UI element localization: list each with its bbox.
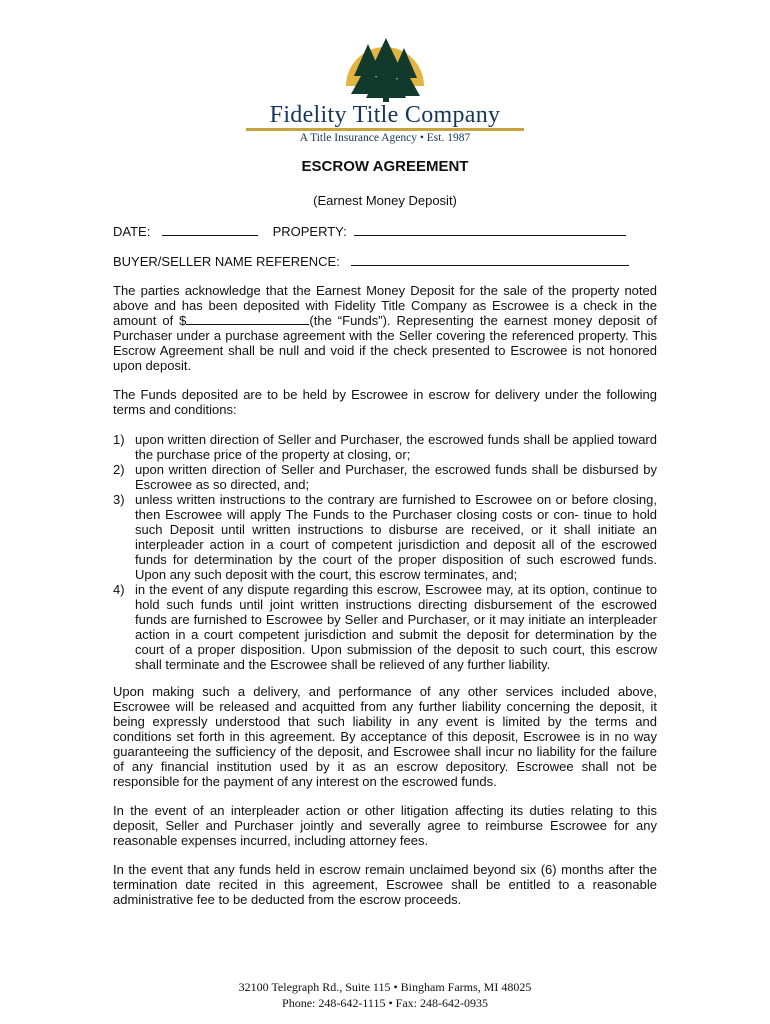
- logo-tagline: A Title Insurance Agency • Est. 1987: [299, 132, 471, 144]
- paragraph-unclaimed-funds: In the event that any funds held in escrow remain unclaimed beyond six (6) months after the termination date recited in this agreement, Escrowee shall be entitled to a reasonable administrative fee to be deducted from the escrow proceeds.: [113, 862, 657, 907]
- date-field[interactable]: [162, 224, 258, 236]
- term-text: unless written instructions to the contrary are furnished to Escrowee on or before closing, then Escrowee will apply The Funds to the Purchaser closing costs or con- tinue to hold such Deposit until written instructions to disburse are received, or it shall initiate an interpleader action in a court of competent jurisdiction and deposit all of the escrowed funds for determination by the court of the proper disposition of such escrowed funds. Upon any such deposit with the court, this escrow terminates, and;: [135, 492, 657, 582]
- term-number: 1): [113, 432, 125, 447]
- list-item: [113, 582, 657, 672]
- list-item: [113, 462, 657, 492]
- logo-divider: [246, 128, 524, 131]
- list-item: [113, 432, 657, 462]
- tree-sun-logo-icon: [342, 36, 428, 102]
- paragraph-acknowledgement-part1: The parties acknowledge that the Earnest Money Deposit for the sale of the property noted above and has been deposited with Fidelity Title Company as Escrowee is a check in the amount of $: [113, 283, 657, 328]
- date-label: DATE:: [113, 224, 151, 239]
- property-label: PROPERTY:: [272, 224, 347, 239]
- paragraph-interpleader: In the event of an interpleader action or other litigation affecting its duties relating to this deposit, Seller and Purchaser jointly and severally agree to reimburse Escrowee for any reasonable expenses incurred, including attorney fees.: [113, 803, 657, 848]
- footer-address: 32100 Telegraph Rd., Suite 115 • Bingham Farms, MI 48025: [238, 980, 532, 994]
- funds-amount-field[interactable]: [186, 314, 309, 325]
- term-number: 3): [113, 492, 125, 507]
- date-property-row: [113, 224, 626, 239]
- list-item: [113, 492, 657, 582]
- term-text: upon written direction of Seller and Purchaser, the escrowed funds shall be disbursed by Escrowee as so directed, and;: [135, 462, 657, 492]
- terms-list: [113, 432, 657, 672]
- logo-company-name: Fidelity Title Company: [269, 102, 501, 128]
- term-number: 4): [113, 582, 125, 597]
- name-reference-label: BUYER/SELLER NAME REFERENCE:: [113, 254, 340, 269]
- paragraph-acknowledgement: [113, 283, 657, 373]
- name-reference-field[interactable]: [351, 254, 629, 266]
- term-text: upon written direction of Seller and Purchaser, the escrowed funds shall be applied toward the purchase price of the property at closing, or;: [135, 432, 657, 462]
- paragraph-release: Upon making such a delivery, and performance of any other services included above, Escrowee will be released and acquitted from any further liability concerning the deposit, it being expressly understood that such liability in any event is limited by the terms and conditions set forth in this agreement. By acceptance of this deposit, Escrowee is in no way guaranteeing the sufficiency of the deposit, and Escrowee shall incur no liability for the failure of any financial institution used by it as an escrow depository. Escrowee shall not be responsible for the payment of any interest on the escrowed funds.: [113, 684, 657, 789]
- term-text: in the event of any dispute regarding this escrow, Escrowee may, at its option, continue to hold such funds until joint written instructions directing disbursement of the escrowed funds are furnished to Escrowee by Seller and Purchaser, or it may initiate an interpleader action in a court competent jurisdiction and submit the deposit for determination by the court of a proper disposition. Upon submission of the deposit to such court, this escrow shall terminate and the Escrowee shall be relieved of any further liability.: [135, 582, 657, 672]
- company-logo: [244, 36, 526, 148]
- paragraph-terms-intro: The Funds deposited are to be held by Escrowee in escrow for delivery under the following terms and conditions:: [113, 387, 657, 417]
- document-subtitle: (Earnest Money Deposit): [313, 193, 457, 208]
- name-reference-row: [113, 254, 629, 269]
- footer-phone-fax: Phone: 248-642-1115 • Fax: 248-642-0935: [282, 996, 488, 1010]
- document-title: ESCROW AGREEMENT: [301, 158, 469, 175]
- property-field[interactable]: [354, 224, 626, 236]
- term-number: 2): [113, 462, 125, 477]
- paragraph-acknowledgement-part2: (the “Funds”). Representing the earnest money deposit of Purchaser under a purchase agreement with the Seller covering the referenced property. This Escrow Agreement shall be null and void if the check presented to Escrowee is not honored upon deposit.: [113, 313, 657, 373]
